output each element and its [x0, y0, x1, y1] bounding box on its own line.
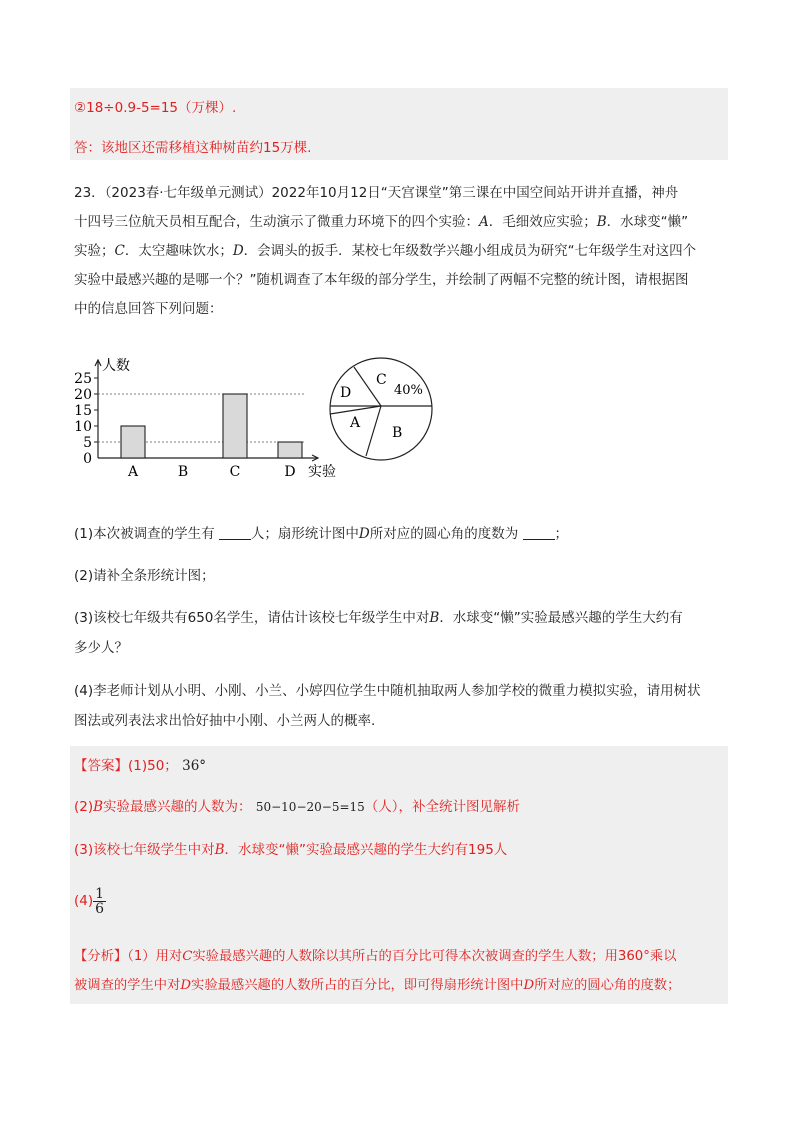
- answer-blank-2[interactable]: [523, 525, 555, 540]
- question-line-2: 十四号三位航天员相互配合，生动演示了微重力环境下的四个实验：A．毛细效应实验；B．水球变“懒”: [74, 214, 689, 230]
- question-line-3: 实验；C．太空趣味饮水；D．会调头的扳手．某校七年级数学兴趣小组成员为研究“七年级学生对这四个: [74, 243, 697, 259]
- y-tick-label-15: 15: [74, 403, 92, 419]
- answer-blank-1[interactable]: [219, 525, 251, 540]
- category-label-D: D: [284, 464, 296, 480]
- question-line-1: 23．（2023春·七年级单元测试）2022年10月12日“天宫课堂”第三课在中国空间站开讲并直播，神舟: [74, 185, 679, 201]
- bar-D: [278, 442, 302, 458]
- sub-question-3a: (3)该校七年级共有650名学生，请估计该校七年级学生中对B．水球变“懒”实验最感兴趣的学生大约有: [74, 610, 683, 626]
- sub-question-4a: (4)李老师计划从小明、小刚、小兰、小婷四位学生中随机抽取两人参加学校的微重力模拟实验，请用树状: [74, 683, 701, 699]
- answer-tag: 【答案】: [74, 758, 128, 774]
- y-tick-label-0: 0: [83, 451, 92, 467]
- answer-fraction: $\frac{1}{6}$: [95, 885, 105, 917]
- pie-chart: [326, 354, 436, 464]
- answer-line-4: (4) $\frac{1}{6}$: [74, 885, 105, 917]
- category-label-A: A: [127, 464, 139, 480]
- pie-label-b: B: [392, 425, 403, 441]
- bar-C: [223, 394, 247, 458]
- answer-line-2: (2)B实验最感兴趣的人数为： 50−10−20−5=15（人），补全统计图见解析: [74, 799, 521, 815]
- category-label-C: C: [229, 464, 241, 480]
- answer-line-1: 【答案】(1)50； 36°: [74, 758, 207, 774]
- sub-question-2: (2)请补全条形统计图；: [74, 568, 215, 584]
- pie-label-c: C: [376, 372, 387, 388]
- answer-angle: 36°: [182, 758, 207, 774]
- y-tick-label-10: 10: [74, 419, 92, 435]
- answer-expression: 50−10−20−5=15: [255, 800, 365, 814]
- bar-A: [121, 426, 145, 458]
- bar-chart: [70, 350, 350, 480]
- category-label-B: B: [177, 464, 189, 480]
- analysis-tag: 【分析】: [74, 949, 128, 964]
- y-tick-label-20: 20: [74, 387, 92, 403]
- y-tick-label-25: 25: [74, 371, 92, 387]
- x-axis-title: 实验: [308, 464, 336, 480]
- question-number: 23．: [74, 185, 105, 201]
- y-tick-label-5: 5: [83, 435, 92, 451]
- question-line-5: 中的信息回答下列问题：: [74, 301, 223, 317]
- top-answer-line2: 答：该地区还需移植这种树苗约15万棵.: [74, 140, 312, 156]
- top-answer-line1: ②18÷0.9-5=15（万棵）.: [74, 100, 237, 116]
- pie-percent-c: 40%: [394, 383, 423, 398]
- pie-label-d: D: [340, 385, 352, 401]
- sub-question-3b: 多少人？: [74, 640, 128, 656]
- question-source: （2023春·七年级单元测试）: [104, 185, 272, 201]
- pie-label-a: A: [350, 415, 361, 431]
- question-line-4: 实验中最感兴趣的是哪一个？”随机调查了本年级的部分学生，并绘制了两幅不完整的统计图，请根据图: [74, 272, 689, 288]
- y-axis-title: 人数: [102, 358, 130, 374]
- sub-question-4b: 图法或列表法求出恰好抽中小刚、小兰两人的概率.: [74, 713, 376, 729]
- analysis-line-2: 被调查的学生中对D实验最感兴趣的人数所占的百分比，即可得扇形统计图中D所对应的圆心角的度数；: [74, 978, 681, 993]
- answer-line-3: (3)该校七年级学生中对B．水球变“懒”实验最感兴趣的学生大约有195人: [74, 842, 508, 858]
- analysis-line-1: 【分析】（1）用对C实验最感兴趣的人数除以其所占的百分比可得本次被调查的学生人数；用360°乘以: [74, 949, 677, 964]
- circled-two: ②: [74, 100, 87, 116]
- sub-question-1: (1)本次被调查的学生有 人；扇形统计图中D所对应的圆心角的度数为 ；: [74, 526, 569, 542]
